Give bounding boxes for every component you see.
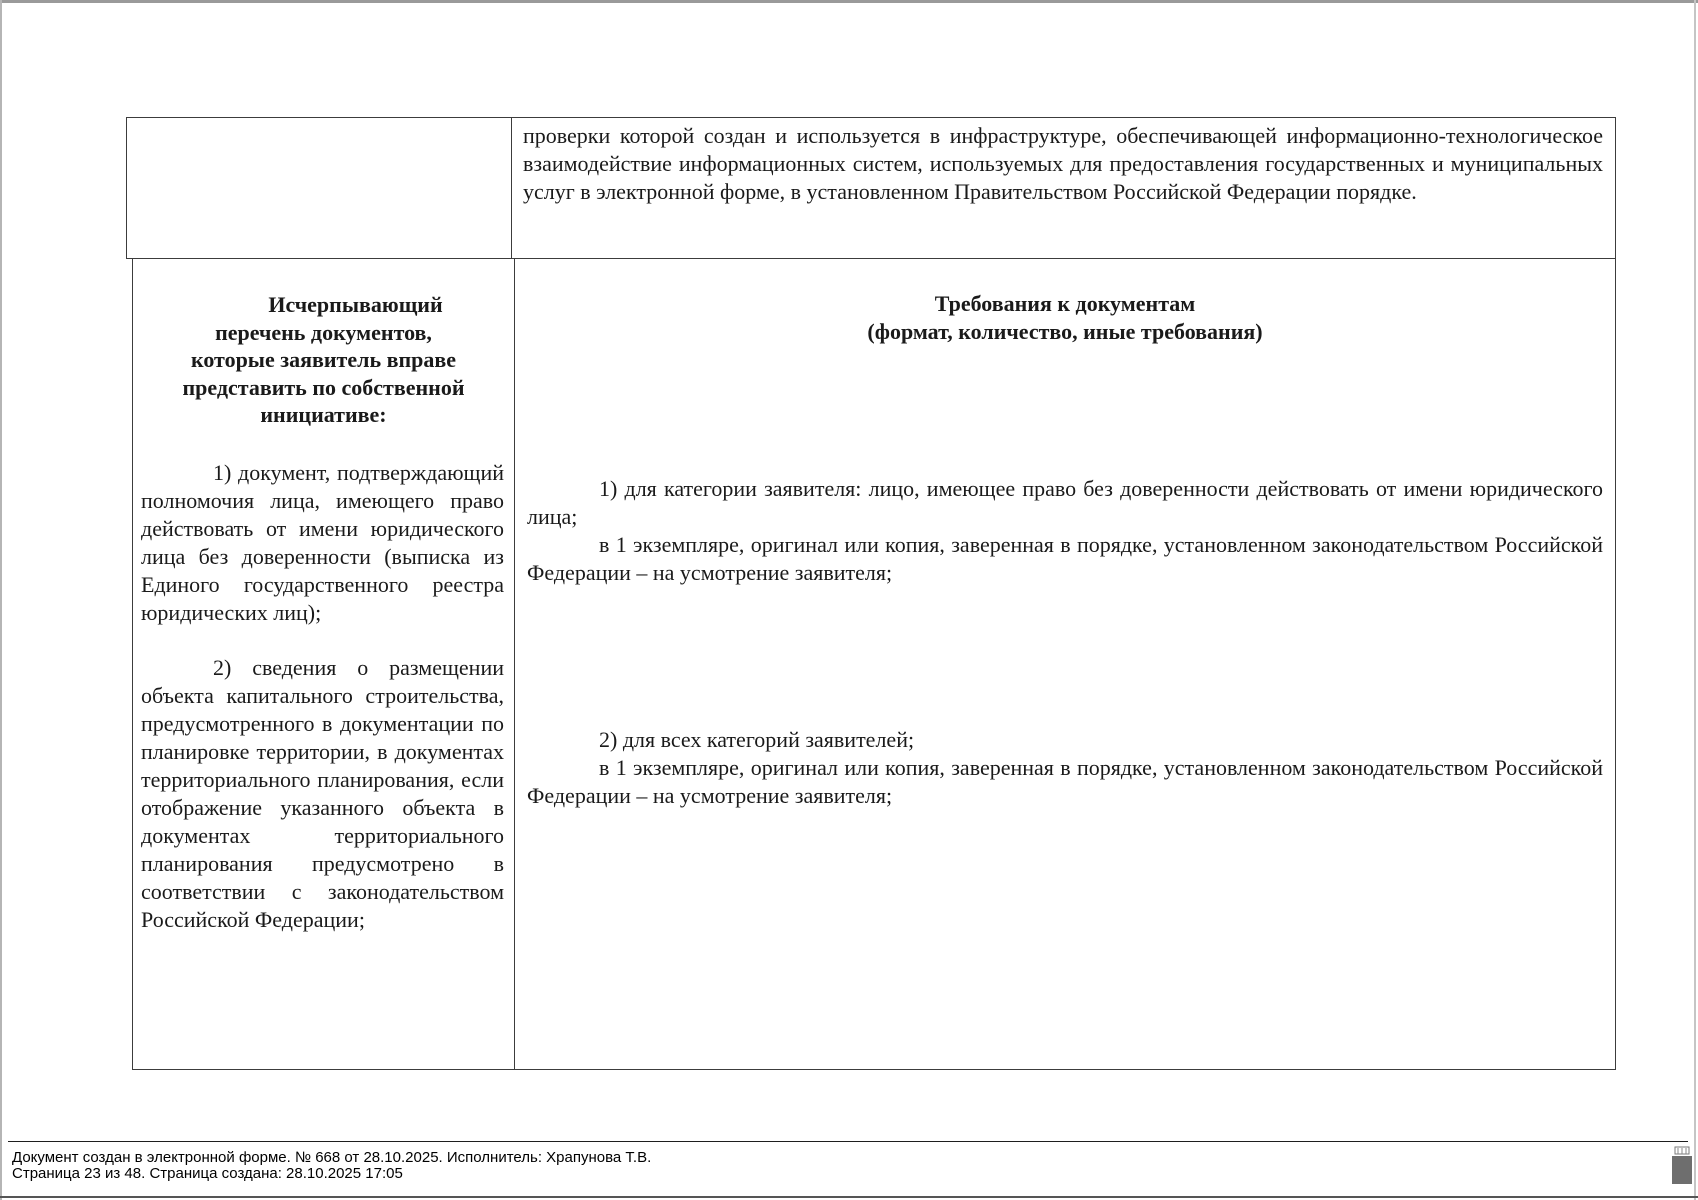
scan-mark-icon	[1672, 1146, 1692, 1184]
requirement-text: в 1 экземпляре, оригинал или копия, заверенная в порядке, установленном законодательством Российской Федерации – на усмотрение заявителя;	[527, 755, 1603, 808]
document-item: 1) документ, подтверждающий полномочия лица, имеющего право действовать от имени юридического лица без доверенности (выписка из Единого государственного реестра юридических лиц);	[141, 459, 504, 625]
documents-list-heading: Исчерпывающий перечень документов, которые заявитель вправе представить по собственной инициативе:	[182, 292, 465, 427]
continuation-text: проверки которой создан и используется в инфраструктуре, обеспечивающей информационно-технологическое взаимодействие информационных систем, используемых для предоставления государственных и муниципальных услуг в электронной форме, в установленном Правительством Российской Федерации порядке.	[523, 123, 1603, 204]
page-right-edge	[1694, 0, 1696, 1200]
continuation-right-cell	[512, 118, 1616, 259]
requirements-cell	[515, 259, 1616, 1070]
page-left-edge	[0, 0, 2, 1200]
footer-document-info: Документ создан в электронной форме. № 668 от 28.10.2025. Исполнитель: Храпунова Т.В.	[12, 1149, 652, 1166]
continuation-table	[126, 117, 1616, 259]
requirement-text: в 1 экземпляре, оригинал или копия, заверенная в порядке, установленном законодательством Российской Федерации – на усмотрение заявителя;	[527, 532, 1603, 585]
continuation-left-cell	[127, 118, 512, 259]
requirement-item	[515, 475, 1615, 587]
requirement-category: 1) для категории заявителя: лицо, имеющее право без доверенности действовать от имени юридического лица;	[527, 476, 1603, 529]
requirements-heading: Требования к документам (формат, количество, иные требования)	[867, 291, 1263, 344]
continuation-row	[127, 118, 1616, 259]
documents-table	[132, 258, 1616, 1070]
requirement-category: 2) для всех категорий заявителей;	[599, 727, 915, 752]
document-item: 2) сведения о размещении объекта капитального строительства, предусмотренного в документации по планировке территории, в документах территориального планирования, если отображение указанного объекта в документах территориального планирования предусмотрено в соответствии с законодательством Российской Федерации;	[141, 654, 504, 932]
documents-row	[133, 259, 1616, 1070]
footer-divider	[8, 1141, 1688, 1142]
requirement-item	[515, 726, 1615, 810]
page-top-edge	[0, 0, 1698, 3]
documents-list-cell	[133, 259, 515, 1070]
page-bottom-edge	[0, 1196, 1698, 1198]
footer-page-info: Страница 23 из 48. Страница создана: 28.10.2025 17:05	[12, 1165, 403, 1182]
